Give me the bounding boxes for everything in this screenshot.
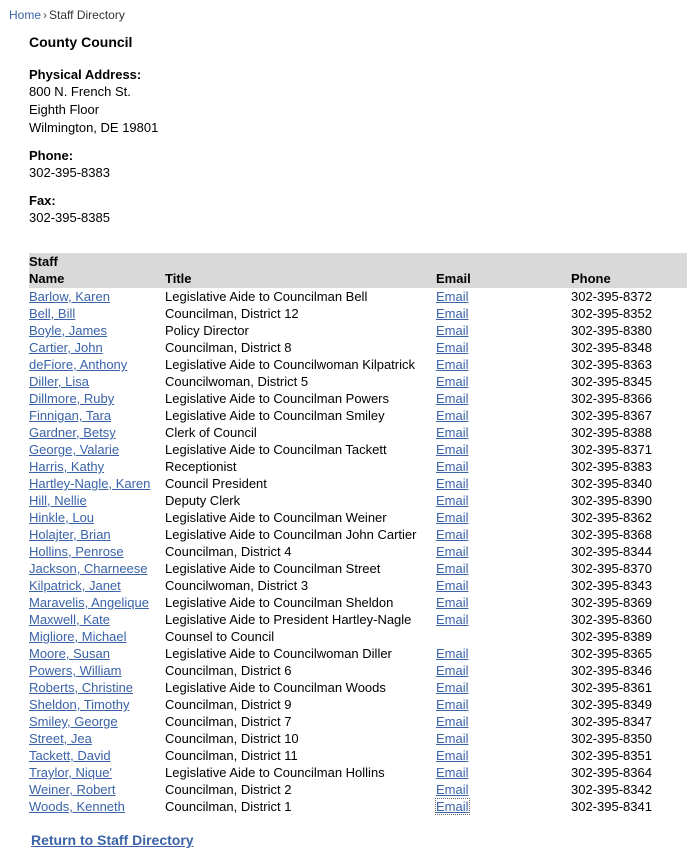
staff-email-cell <box>436 390 571 407</box>
staff-email-link[interactable]: Email <box>436 493 469 508</box>
table-row <box>29 696 687 713</box>
staff-email-cell <box>436 356 571 373</box>
staff-title-cell: Receptionist <box>165 459 237 474</box>
staff-name-link[interactable]: Barlow, Karen <box>29 289 110 304</box>
staff-phone-cell: 302-395-8340 <box>571 476 652 491</box>
staff-email-cell <box>436 288 571 305</box>
staff-name-link[interactable]: deFiore, Anthony <box>29 357 128 372</box>
staff-email-link[interactable]: Email <box>436 425 469 440</box>
address-line-1: 800 N. French St. <box>29 84 131 99</box>
staff-email-cell <box>436 594 571 611</box>
staff-name-link[interactable]: Holajter, Brian <box>29 527 111 542</box>
staff-table <box>29 253 687 815</box>
staff-title-cell: Councilman, District 4 <box>165 544 292 559</box>
staff-name-cell <box>29 798 165 815</box>
staff-email-link[interactable]: Email <box>436 408 469 423</box>
staff-phone-cell: 302-395-8383 <box>571 459 652 474</box>
staff-email-cell <box>436 730 571 747</box>
staff-title-cell: Policy Director <box>165 323 249 338</box>
staff-title-cell: Legislative Aide to Councilman Sheldon <box>165 595 394 610</box>
staff-name-cell <box>29 645 165 662</box>
table-row <box>29 662 687 679</box>
staff-name-cell <box>29 305 165 322</box>
return-to-staff-directory-link[interactable]: Return to Staff Directory <box>31 832 194 848</box>
staff-email-link[interactable]: Email <box>436 714 469 729</box>
staff-phone-cell: 302-395-8348 <box>571 340 652 355</box>
column-header-email: Email <box>436 271 471 286</box>
staff-email-link[interactable]: Email <box>436 646 469 661</box>
staff-title-cell: Legislative Aide to Councilman Weiner <box>165 510 387 525</box>
staff-name-link[interactable]: Hartley-Nagle, Karen <box>29 476 151 491</box>
staff-phone-cell: 302-395-8372 <box>571 289 652 304</box>
staff-name-cell <box>29 662 165 679</box>
staff-name-cell <box>29 628 165 645</box>
staff-name-cell <box>29 543 165 560</box>
staff-email-link[interactable]: Email <box>436 578 469 593</box>
staff-phone-cell: 302-395-8380 <box>571 323 652 338</box>
staff-title-cell: Legislative Aide to Councilman Woods <box>165 680 386 695</box>
staff-email-cell <box>436 628 571 645</box>
staff-email-cell <box>436 492 571 509</box>
staff-email-link[interactable]: Email <box>436 697 469 712</box>
table-row <box>29 730 687 747</box>
staff-name-cell <box>29 611 165 628</box>
table-row <box>29 458 687 475</box>
staff-name-cell <box>29 509 165 526</box>
staff-email-link[interactable]: Email <box>436 544 469 559</box>
staff-title-cell: Legislative Aide to Councilman Smiley <box>165 408 385 423</box>
staff-phone-cell: 302-395-8368 <box>571 527 652 542</box>
staff-name-link[interactable]: Traylor, Nique' <box>29 765 112 780</box>
staff-email-cell <box>436 747 571 764</box>
staff-phone-cell: 302-395-8366 <box>571 391 652 406</box>
table-row <box>29 509 687 526</box>
staff-name-link[interactable]: Maxwell, Kate <box>29 612 110 627</box>
fax-value: 302-395-8385 <box>29 210 110 225</box>
staff-name-link[interactable]: Powers, William <box>29 663 122 678</box>
staff-phone-cell: 302-395-8390 <box>571 493 652 508</box>
staff-email-link[interactable]: Email <box>436 306 469 321</box>
staff-email-cell <box>436 560 571 577</box>
staff-name-link[interactable]: Hinkle, Lou <box>29 510 95 525</box>
table-row <box>29 798 687 815</box>
staff-phone-cell: 302-395-8369 <box>571 595 652 610</box>
table-row <box>29 322 687 339</box>
table-row <box>29 611 687 628</box>
staff-name-link[interactable]: Finnigan, Tara <box>29 408 112 423</box>
staff-name-link[interactable]: Sheldon, Timothy <box>29 697 130 712</box>
staff-name-cell <box>29 696 165 713</box>
staff-name-link[interactable]: Kilpatrick, Janet <box>29 578 121 593</box>
staff-phone-cell: 302-395-8363 <box>571 357 652 372</box>
table-row <box>29 679 687 696</box>
staff-phone-cell: 302-395-8367 <box>571 408 652 423</box>
staff-name-cell <box>29 424 165 441</box>
table-row <box>29 305 687 322</box>
staff-table-body <box>29 288 687 815</box>
column-header-name: Name <box>29 271 65 286</box>
staff-email-cell <box>436 458 571 475</box>
staff-email-cell <box>436 713 571 730</box>
staff-phone-cell: 302-395-8346 <box>571 663 652 678</box>
staff-email-link[interactable]: Email <box>436 340 469 355</box>
staff-email-link[interactable]: Email <box>436 289 469 304</box>
address-line-2: Eighth Floor <box>29 102 100 117</box>
staff-email-cell <box>436 798 571 815</box>
staff-email-link[interactable]: Email <box>436 391 469 406</box>
staff-email-link[interactable]: Email <box>436 561 469 576</box>
staff-phone-cell: 302-395-8347 <box>571 714 652 729</box>
staff-name-cell <box>29 679 165 696</box>
breadcrumb-separator: › <box>43 8 48 22</box>
staff-name-link[interactable]: Gardner, Betsy <box>29 425 116 440</box>
staff-title-cell: Counsel to Council <box>165 629 275 644</box>
staff-name-cell <box>29 288 165 305</box>
staff-name-cell <box>29 390 165 407</box>
staff-name-link[interactable]: Maravelis, Angelique <box>29 595 149 610</box>
staff-title-cell: Councilman, District 11 <box>165 748 298 763</box>
breadcrumb-home-link[interactable]: Home <box>9 8 42 22</box>
staff-phone-cell: 302-395-8371 <box>571 442 652 457</box>
staff-title-cell: Councilman, District 10 <box>165 731 299 746</box>
staff-name-cell <box>29 407 165 424</box>
staff-name-cell <box>29 560 165 577</box>
staff-name-link[interactable]: Bell, Bill <box>29 306 76 321</box>
staff-name-link[interactable]: Dillmore, Ruby <box>29 391 115 406</box>
staff-name-link[interactable]: Roberts, Christine <box>29 680 134 695</box>
staff-phone-cell: 302-395-8341 <box>571 799 652 814</box>
table-row <box>29 288 687 305</box>
staff-name-link[interactable]: Smiley, George <box>29 714 118 729</box>
table-row <box>29 781 687 798</box>
staff-name-cell <box>29 781 165 798</box>
staff-phone-cell: 302-395-8388 <box>571 425 652 440</box>
staff-email-link[interactable]: Email <box>436 748 469 763</box>
table-row <box>29 424 687 441</box>
staff-title-cell: Councilman, District 6 <box>165 663 292 678</box>
staff-phone-cell: 302-395-8364 <box>571 765 652 780</box>
staff-title-cell: Legislative Aide to Councilman Powers <box>165 391 390 406</box>
table-row <box>29 764 687 781</box>
staff-email-cell <box>436 543 571 560</box>
staff-title-cell: Legislative Aide to Councilwoman Kilpatrick <box>165 357 416 372</box>
staff-title-cell: Councilman, District 2 <box>165 782 292 797</box>
staff-email-cell <box>436 662 571 679</box>
staff-title-cell: Councilman, District 1 <box>165 799 292 814</box>
staff-email-cell <box>436 696 571 713</box>
phone-value: 302-395-8383 <box>29 165 110 180</box>
staff-name-link[interactable]: Hill, Nellie <box>29 493 87 508</box>
breadcrumb <box>9 8 125 22</box>
staff-title-cell: Legislative Aide to Councilman Tackett <box>165 442 387 457</box>
staff-title-cell: Legislative Aide to President Hartley-Nagle <box>165 612 412 627</box>
table-row <box>29 594 687 611</box>
staff-phone-cell: 302-395-8352 <box>571 306 652 321</box>
staff-email-link[interactable]: Email <box>436 765 469 780</box>
table-row <box>29 543 687 560</box>
staff-name-cell <box>29 594 165 611</box>
staff-email-cell <box>436 475 571 492</box>
table-row <box>29 526 687 543</box>
staff-title-cell: Clerk of Council <box>165 425 257 440</box>
staff-name-cell <box>29 577 165 594</box>
staff-name-cell <box>29 441 165 458</box>
staff-phone-cell: 302-395-8361 <box>571 680 652 695</box>
staff-email-cell <box>436 509 571 526</box>
staff-email-cell <box>436 764 571 781</box>
staff-name-link[interactable]: Street, Jea <box>29 731 92 746</box>
staff-phone-cell: 302-395-8362 <box>571 510 652 525</box>
staff-email-link[interactable]: Email <box>436 663 469 678</box>
staff-email-link[interactable]: Email <box>436 595 469 610</box>
staff-email-link[interactable]: Email <box>436 527 469 542</box>
staff-name-cell <box>29 492 165 509</box>
department-title: County Council <box>29 34 133 50</box>
staff-name-cell <box>29 747 165 764</box>
staff-name-cell <box>29 373 165 390</box>
staff-email-link[interactable]: Email <box>436 680 469 695</box>
phone-block <box>29 147 687 182</box>
staff-name-link[interactable]: Harris, Kathy <box>29 459 105 474</box>
address-block <box>29 66 687 137</box>
staff-email-cell <box>436 577 571 594</box>
staff-email-link[interactable]: Email <box>436 374 469 389</box>
staff-name-link[interactable]: Cartier, John <box>29 340 103 355</box>
staff-email-link[interactable]: Email <box>436 782 469 797</box>
staff-email-link[interactable]: Email <box>436 510 469 525</box>
staff-email-cell <box>436 339 571 356</box>
table-row <box>29 628 687 645</box>
staff-title-cell: Legislative Aide to Councilman Bell <box>165 289 368 304</box>
staff-phone-cell: 302-395-8360 <box>571 612 652 627</box>
staff-email-link[interactable]: Email <box>436 442 469 457</box>
table-row <box>29 713 687 730</box>
staff-email-link[interactable]: Email <box>436 459 469 474</box>
staff-name-cell <box>29 764 165 781</box>
staff-name-cell <box>29 713 165 730</box>
staff-name-link[interactable]: Migliore, Michael <box>29 629 127 644</box>
staff-title-cell: Councilman, District 9 <box>165 697 292 712</box>
staff-header-row <box>29 270 687 288</box>
staff-caption-row <box>29 253 687 270</box>
staff-email-link[interactable]: Email <box>436 323 469 338</box>
table-row <box>29 356 687 373</box>
table-row <box>29 407 687 424</box>
phone-label: Phone: <box>29 148 74 163</box>
table-row <box>29 560 687 577</box>
staff-email-cell <box>436 679 571 696</box>
staff-phone-cell: 302-395-8343 <box>571 578 652 593</box>
staff-phone-cell: 302-395-8342 <box>571 782 652 797</box>
staff-phone-cell: 302-395-8370 <box>571 561 652 576</box>
table-row <box>29 645 687 662</box>
staff-name-link[interactable]: Jackson, Charneese <box>29 561 148 576</box>
staff-name-link[interactable]: Hollins, Penrose <box>29 544 124 559</box>
staff-email-link[interactable]: Email <box>436 476 469 491</box>
staff-phone-cell: 302-395-8344 <box>571 544 652 559</box>
staff-name-cell <box>29 322 165 339</box>
staff-phone-cell: 302-395-8345 <box>571 374 652 389</box>
staff-title-cell: Legislative Aide to Councilman Street <box>165 561 381 576</box>
staff-phone-cell: 302-395-8349 <box>571 697 652 712</box>
staff-phone-cell: 302-395-8350 <box>571 731 652 746</box>
table-row <box>29 475 687 492</box>
staff-email-link[interactable]: Email <box>436 799 469 814</box>
fax-block <box>29 192 687 227</box>
staff-name-cell <box>29 475 165 492</box>
table-row <box>29 339 687 356</box>
staff-title-cell: Council President <box>165 476 267 491</box>
staff-phone-cell: 302-395-8351 <box>571 748 652 763</box>
staff-caption: Staff <box>29 254 58 269</box>
staff-name-link[interactable]: George, Valarie <box>29 442 120 457</box>
staff-email-link[interactable]: Email <box>436 612 469 627</box>
staff-name-link[interactable]: Tackett, David <box>29 748 111 763</box>
staff-name-cell <box>29 458 165 475</box>
staff-email-cell <box>436 305 571 322</box>
table-row <box>29 492 687 509</box>
staff-email-cell <box>436 373 571 390</box>
staff-email-cell <box>436 526 571 543</box>
staff-phone-cell: 302-395-8389 <box>571 629 652 644</box>
breadcrumb-current: Staff Directory <box>49 8 125 22</box>
staff-email-cell <box>436 645 571 662</box>
staff-title-cell: Legislative Aide to Councilman Hollins <box>165 765 385 780</box>
address-line-3: Wilmington, DE 19801 <box>29 120 159 135</box>
staff-title-cell: Councilman, District 7 <box>165 714 292 729</box>
table-row <box>29 390 687 407</box>
staff-email-cell <box>436 611 571 628</box>
staff-title-cell: Legislative Aide to Councilman John Cartier <box>165 527 417 542</box>
staff-title-cell: Councilwoman, District 3 <box>165 578 309 593</box>
staff-email-cell <box>436 424 571 441</box>
table-row <box>29 577 687 594</box>
table-row <box>29 373 687 390</box>
staff-title-cell: Deputy Clerk <box>165 493 241 508</box>
staff-title-cell: Councilman, District 12 <box>165 306 299 321</box>
staff-email-cell <box>436 322 571 339</box>
staff-name-cell <box>29 356 165 373</box>
staff-name-cell <box>29 730 165 747</box>
column-header-phone: Phone <box>571 271 611 286</box>
staff-phone-cell: 302-395-8365 <box>571 646 652 661</box>
staff-name-link[interactable]: Boyle, James <box>29 323 108 338</box>
staff-email-cell <box>436 781 571 798</box>
staff-name-link[interactable]: Diller, Lisa <box>29 374 89 389</box>
staff-name-cell <box>29 526 165 543</box>
fax-label: Fax: <box>29 193 56 208</box>
staff-email-link[interactable]: Email <box>436 357 469 372</box>
staff-name-link[interactable]: Woods, Kenneth <box>29 799 125 814</box>
staff-name-cell <box>29 339 165 356</box>
address-label: Physical Address: <box>29 67 142 82</box>
staff-name-link[interactable]: Weiner, Robert <box>29 782 116 797</box>
staff-email-link[interactable]: Email <box>436 731 469 746</box>
staff-email-cell <box>436 407 571 424</box>
table-row <box>29 441 687 458</box>
column-header-title: Title <box>165 271 192 286</box>
staff-title-cell: Councilwoman, District 5 <box>165 374 309 389</box>
staff-email-cell <box>436 441 571 458</box>
department-info <box>29 34 687 227</box>
table-row <box>29 747 687 764</box>
staff-name-link[interactable]: Moore, Susan <box>29 646 110 661</box>
staff-title-cell: Legislative Aide to Councilwoman Diller <box>165 646 392 661</box>
staff-title-cell: Councilman, District 8 <box>165 340 292 355</box>
